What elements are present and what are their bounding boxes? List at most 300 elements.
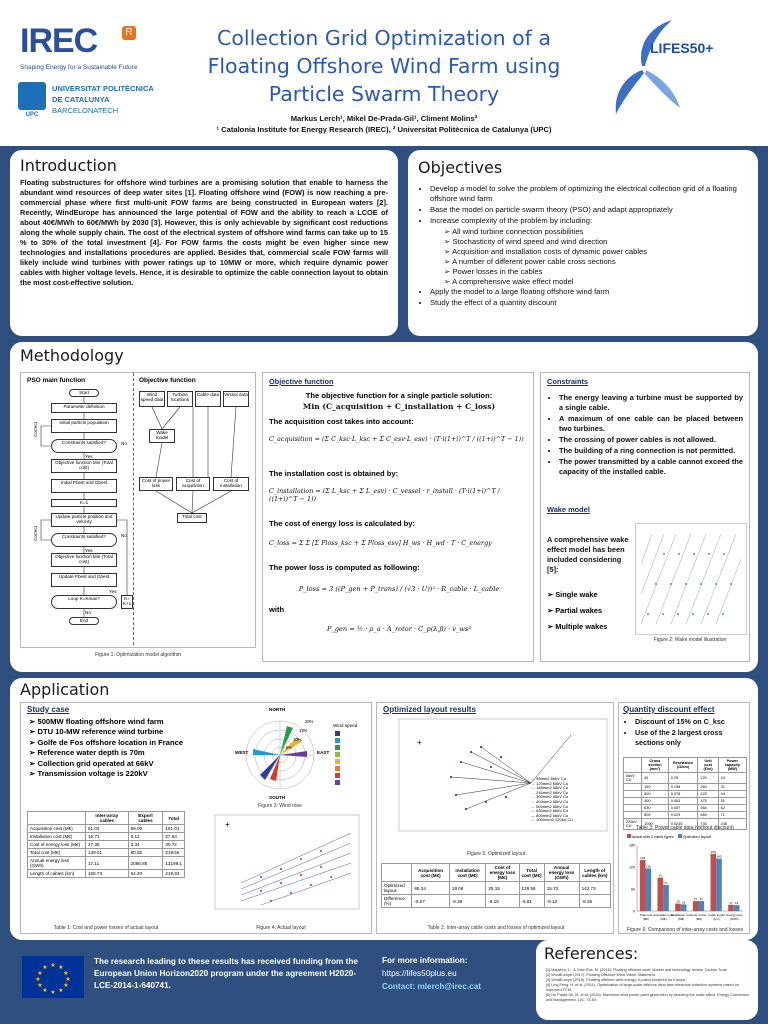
objective-subitem: ➢ A comprehensive wake effect model [444, 277, 574, 286]
objectives-title: Objectives [418, 158, 503, 177]
study-heading: Study case [27, 705, 70, 714]
eq-acquisition: C_acquisition = (Σ C_ksc·L_ksc + Σ C_esv·L_esv) · (T·i(1+i)^T / ((1+i)^T − 1)) [269, 435, 524, 443]
eq-loss: C_loss = Σ Σ [Σ Ploss_ksc + Σ Ploss_esv] H_ws · H_wd · T · C_energy [269, 539, 492, 547]
optimized-layout-plot [381, 717, 611, 847]
references-title: References: [544, 944, 639, 963]
constraints-list [547, 393, 743, 478]
flow-step: Update Pbest and Gbest [51, 573, 117, 587]
table-cell: Cost of energy loss (M€) [28, 841, 86, 849]
table-cell: 150 [642, 784, 669, 791]
objective-subitem: ➢ Stochasticity of wind speed and wind direction [444, 237, 608, 246]
table-cell: Optimized layout [382, 882, 412, 895]
svg-text:★: ★ [42, 965, 48, 971]
table-cell: 13199.1 [163, 857, 185, 870]
objective-function-box [262, 372, 534, 662]
table-header-cell: Cross section (mm²) [642, 758, 669, 773]
obj-step: Cost of acquisition [176, 477, 210, 491]
qd-heading: Quantity discount effect [623, 705, 715, 714]
obj-input: Wind speed data [139, 391, 165, 407]
chart-axis [637, 845, 743, 911]
bar-optimized [645, 868, 651, 911]
table-cell: 139.01 [85, 849, 128, 857]
table-header-cell: Installation cost (M€) [449, 864, 486, 882]
table-cable-data [623, 757, 747, 830]
bar-actual [640, 860, 646, 911]
flow-arrows [21, 373, 257, 649]
table-header-row [382, 864, 611, 882]
bar-actual [657, 878, 663, 911]
table-row [382, 882, 611, 895]
introduction-text: Floating substructures for offshore wind turbines are a promising solution that enable to harness the abundant wind resources of deep water sites [1]. Floating offshore wind (FOW) is now reaching a pre-commercial phase where first multi-unit FOW farms are being constructed in European waters [2]. Recently, WindEurope has announced the large potential of FOW and the ability to reach a LCOE of about 40€/MWh to 60€/MWh by 2030 [3]. However, this is only achievable by significant cost reductions along the whole supply chain. The cost of the electrical system of offshore wind farms can take up to 15 % to 30% of the total investment [4]. For FOW farms the costs might be even higher since new technologies and installations procedures are applied. Besides that, commercial scale FOW farms will likely include wind turbines with power ratings up to 10MW or more, which require dynamic power cables with higher voltage levels. Hence, it is desirable to optimize the cable connection layout to obtain the most cost-effective solution. [20, 178, 388, 287]
flow-step: Initial particle population [51, 419, 117, 433]
table-row [28, 857, 185, 870]
windrose-ring-label: 15% [299, 728, 308, 733]
table-cell: 64.20 [128, 870, 163, 878]
algorithm-figure [20, 372, 256, 648]
quantity-discount-box [618, 702, 750, 934]
flow-step: Update particle position and velocity [51, 513, 117, 527]
x-tick-unit: (M€) [678, 917, 685, 921]
table-cell: 260 [698, 784, 718, 791]
bar-optimized [734, 905, 740, 911]
table-cell: 400 [642, 798, 669, 805]
table-cell: 219.56 [163, 849, 185, 857]
table-cell: 683 [698, 812, 718, 819]
upc-abbr: UPC [25, 112, 39, 118]
affiliations: ¹ Catalonia Institute for Energy Research (IREC), ² Universitat Politècnica de Catalunya (UPC) [216, 125, 552, 134]
table-row [382, 895, 611, 908]
x-tick-unit: (M€) [642, 917, 649, 921]
table-cell: 71 [718, 812, 746, 819]
svg-text:★: ★ [42, 988, 48, 994]
methodology-panel [10, 342, 758, 672]
study-list [29, 717, 183, 779]
obj-step: Wake model [149, 429, 175, 443]
reference-item: [3] WindEurope (2018). Floating offshore wind energy: A policy blueprint for Europe. [546, 978, 687, 982]
svg-text:★: ★ [63, 983, 69, 989]
windrose-legend [335, 731, 347, 789]
table-cell: 129.55 [519, 882, 544, 895]
table-cell: -8.36 [449, 895, 486, 908]
objective-item: • Apply the model to a large floating offshore wind farm [430, 287, 740, 297]
lifes-turbine-icon [612, 18, 682, 118]
table-cell: Annual energy loss (GWh) [28, 857, 86, 870]
table-cell: Installation cost (M€) [28, 833, 86, 841]
study-item: ➢ DTU 10-MW reference wind turbine [29, 727, 164, 737]
legend-entry: — 630mm2 66kV Cu [531, 808, 569, 814]
constraint-item: • A maximum of one cable can be placed between two turbines. [559, 414, 743, 434]
study-item: ➢ Transmission voltage is 220kV [29, 769, 148, 779]
fig1-caption: Figure 1: Optimization model algorithm [95, 652, 181, 658]
legend-entry: — 120mm2 66kV Cu [531, 780, 569, 786]
irec-tagline: Shaping Energy for a Sustainable Future [20, 64, 138, 71]
bar-optimized [698, 901, 704, 911]
bar-value-label: 18 [681, 900, 686, 905]
objective-item: • Increase complexity of the problem by including: [430, 216, 740, 226]
table-cell [624, 791, 642, 798]
windrose-ring-label: 5% [286, 745, 293, 750]
table-cell: 27.83 [163, 833, 185, 841]
table-cell [624, 798, 642, 805]
title-line-3: Particle Swarm Theory [268, 82, 500, 106]
table-row [624, 784, 747, 791]
objective-subitem: ➢ Power losses in the cables [444, 267, 543, 276]
x-tick-label: Cost of loss [690, 913, 707, 917]
with-text: with [269, 605, 285, 614]
table-cell: 2086.85 [128, 857, 163, 870]
table-cell: 800 [642, 812, 669, 819]
qd-item: • Discount of 15% on C_ksc [635, 717, 747, 727]
study-case-box [20, 702, 372, 934]
table-header-cell: Total [163, 812, 185, 825]
fig2-caption: Figure 2: Wake model illustration [653, 637, 727, 643]
comparison-bar-chart [623, 841, 747, 927]
legend-entry: Optimized layout [682, 835, 711, 839]
poster-title [180, 24, 588, 108]
bar-value-label: 156 [710, 849, 716, 854]
table-header-cell [382, 864, 412, 882]
constraint-item: • The crossing of power cables is not allowed. [559, 435, 743, 445]
table-cell: 740 [698, 819, 718, 830]
objectives-panel [408, 150, 758, 336]
introduction-panel [10, 150, 398, 336]
bar-value-label: 16 [734, 901, 739, 906]
table-header-cell: Acquisition cost (M€) [412, 864, 449, 882]
table-cell: 51 [718, 798, 746, 805]
x-tick-unit: (M€) [660, 917, 667, 921]
table-cell: 554 [698, 805, 718, 812]
wake-item: ➢ Partial wakes [547, 606, 603, 615]
x-tick-label: Total cost [639, 913, 653, 917]
legend-entry: — 300mm2 66kV Cu [531, 794, 569, 800]
bar-value-label: 27 [693, 897, 698, 902]
flow-decision: Loop K=Kmax? [51, 595, 117, 609]
table-row [624, 812, 747, 819]
bar-value-label: 116 [645, 864, 651, 869]
wake-heading: Wake model [547, 505, 590, 514]
table-cell: 161.01 [163, 825, 185, 833]
table-row [28, 841, 185, 849]
table-cell: 27.38 [85, 841, 128, 849]
table-cell [624, 805, 642, 812]
table-header-cell [624, 758, 642, 773]
flow-step: Initial Pbest and Gbest [51, 479, 117, 493]
svg-text:★: ★ [50, 963, 56, 969]
actual-layout-plot [201, 813, 361, 921]
table-cell: -8.12 [544, 895, 579, 908]
objective-item: • Base the model on particle swarm theory (PSO) and adapt appropriately [430, 205, 740, 215]
table-cell: 0.0245 [668, 819, 698, 830]
table-header-cell: Unit cost (€/m) [698, 758, 718, 773]
upc-name-1: UNIVERSITAT POLITÈCNICA [52, 84, 154, 93]
windrose-south: SOUTH [269, 795, 286, 800]
y-tick-label: 180 [629, 843, 635, 848]
table-cell: 219.93 [163, 870, 185, 878]
svg-text:★: ★ [58, 965, 64, 971]
table-actual-layout [27, 811, 185, 878]
eq-pgen: P_gen = ½ · ρ_a · A_rotor · C_p(λ,β) · v_ws³ [327, 625, 471, 633]
y-tick-label: 0 [633, 909, 635, 914]
table-cell: 220 [698, 773, 718, 784]
x-tick-label: Acquisition cost [653, 913, 674, 917]
flow-start: Start [69, 389, 99, 397]
flow-label: Yes [85, 548, 93, 553]
inst-text: The installation cost is obtained by: [269, 469, 399, 478]
eu-stars-icon [22, 956, 84, 998]
table-header-row [28, 812, 185, 825]
references-panel [536, 940, 758, 1020]
table-cell: 1000 [642, 819, 669, 830]
table-row [624, 791, 747, 798]
y-tick-label: 120 [629, 865, 635, 870]
bar-value-label: 143 [716, 854, 722, 859]
table-cell: 62 [718, 805, 746, 812]
bar-value-label: 20 [676, 899, 680, 904]
table-cell: 30.72 [163, 841, 185, 849]
table-row [624, 805, 747, 812]
irec-mark-icon: R [122, 26, 136, 40]
power-text: The power loss is computed as following: [269, 563, 420, 572]
qd-list [623, 717, 747, 749]
table-header-cell: Resistance (Ω/km) [668, 758, 698, 773]
table-cell: 630 [642, 805, 669, 812]
authors: Markus Lerch¹, Mikel De-Prada-Gil¹, Climent Molins² [290, 114, 478, 123]
constraint-item: • The energy leaving a turbine must be supported by a single cable. [559, 393, 743, 413]
x-tick-label: Cable length [708, 913, 725, 917]
table-header-cell [28, 812, 86, 825]
table-cell: Length of cables (km) [28, 870, 86, 878]
table-header-cell: Cost of energy loss (M€) [486, 864, 519, 882]
windrose-west: WEST [235, 750, 249, 755]
table-cell: 66kV CU [624, 773, 642, 784]
obj-input: Cable data [195, 391, 221, 407]
table-cell: 249 [718, 819, 746, 830]
flow-label: No [85, 610, 91, 615]
table-cell: -5.07 [412, 895, 449, 908]
upc-seal-icon [18, 82, 46, 110]
table-cell [624, 812, 642, 819]
upc-name-2: DE CATALUNYA [52, 95, 110, 104]
reference-item: [5] De Prada Gil, M. et al. (2015). Maximum wind power plant generation by reducing the wake effect. Energy Conversion and Management, 101, 73-84. [546, 993, 750, 1002]
table-cell: 15.72 [544, 882, 579, 895]
flow-label: Yes [109, 589, 117, 594]
legend-entry: actual with 2 cable types [632, 835, 674, 839]
svg-text:★: ★ [65, 977, 71, 983]
bar-value-label: 17 [729, 900, 733, 905]
svg-text:+: + [225, 820, 230, 829]
title-line-1: Collection Grid Optimization of a [217, 26, 551, 50]
table-cell: Total cost (M€) [28, 849, 86, 857]
table-cell: 0.078 [668, 791, 698, 798]
constraints-heading: Constraints [547, 377, 589, 386]
fig6-caption: Figure 6: Comparison of inter-array costs and losses [626, 927, 744, 933]
x-tick-unit: (GWh) [729, 917, 739, 921]
legend-entry: — 400mm2 66kV Cu [531, 798, 569, 804]
svg-text:★: ★ [50, 990, 56, 996]
loss-text: The cost of energy loss is calculated by: [269, 519, 416, 528]
flow-decision: Constraints satisfied? [51, 533, 117, 547]
table-cell [624, 784, 642, 791]
obj-input: Vessel data [223, 391, 249, 407]
bar-actual [693, 901, 699, 911]
table-cell: 80.55 [128, 849, 163, 857]
objective-item: • Develop a model to solve the problem of optimizing the electrical collection grid of a floating offshore wind farm [430, 184, 740, 204]
flow-label: Yes [85, 454, 93, 459]
table-cell: 19.71 [85, 833, 128, 841]
windrose-legend-title: Wind speed [333, 723, 358, 728]
svg-text:★: ★ [63, 971, 69, 977]
windrose-petal [253, 749, 280, 755]
table-row [28, 825, 185, 833]
opt-heading: Optimized layout results [383, 705, 476, 714]
table-cell: 220kV CU [624, 819, 642, 830]
x-tick-label: Installation cost [670, 913, 692, 917]
table-cell: Difference (%) [382, 895, 412, 908]
obj-input: Turbine locations [167, 391, 193, 407]
funding-text: The research leading to these results has received funding from the European Union Horizon2020 program under the agreement H2020-LCE-2014-1-640741. [94, 957, 358, 990]
table-cell: 31 [718, 784, 746, 791]
reference-item: [4] Ling Feng, H. et al. (2011). Optimization of large-scale offshore wind farm electrical collection systems based on improved FCM. [546, 983, 739, 992]
table-header-cell: Export cables [128, 812, 163, 825]
acq-text: The acquisition cost takes into account: [269, 417, 414, 426]
bar-actual [728, 905, 734, 911]
bar-optimized [681, 904, 687, 911]
title-line-2: Floating Offshore Wind Farm using [207, 54, 561, 78]
table-cell: 300 [642, 791, 669, 798]
bar-actual [675, 904, 681, 911]
table-cell: 86.34 [412, 882, 449, 895]
table-row [28, 833, 185, 841]
table-cell: 423 [698, 791, 718, 798]
objective-item: • Study the effect of a quantity discount [430, 298, 740, 308]
table-header-cell: Annual energy loss (GWh) [544, 864, 579, 882]
table-row [624, 798, 747, 805]
bar-optimized [716, 859, 722, 911]
constraints-box [540, 372, 750, 662]
table-cell: 17.11 [85, 857, 128, 870]
flow-step: Objective function Min (Total cost) [51, 459, 117, 473]
obj-title: Objective function [139, 377, 196, 384]
table-cell: 155.73 [85, 870, 128, 878]
objectives-list [418, 184, 740, 309]
study-item: ➢ Reference water depth is 70m [29, 748, 145, 758]
fig3-caption: Figure 3: Wind rose [258, 803, 302, 809]
table-header-cell: Length of cables (km) [579, 864, 610, 882]
flow-decision: Constraints satisfied? [51, 439, 117, 453]
more-info-label: For more information: [382, 956, 468, 965]
contact-email[interactable]: Contact: mlerch@irec.cat [382, 982, 481, 991]
bar-value-label: 91 [658, 873, 662, 878]
y-tick-label: 60 [631, 887, 635, 892]
wake-item: ➢ Single wake [547, 590, 598, 599]
flow-step: Parameter definition [51, 403, 117, 413]
bar-value-label: 71 [664, 880, 668, 885]
table-header-cell: Total cost (M€) [519, 864, 544, 882]
table-row [28, 849, 185, 857]
table-cell: 91.02 [85, 825, 128, 833]
table-cell: 0.25 [668, 773, 698, 784]
introduction-title: Introduction [20, 156, 117, 175]
table-cell: -6.81 [519, 895, 544, 908]
svg-text:★: ★ [35, 977, 41, 983]
table-cell: 142.73 [579, 882, 610, 895]
table-header-cell: Power capacity (MW) [718, 758, 746, 773]
flow-step: K= K+1 [121, 595, 133, 609]
opt-legend [531, 777, 573, 823]
project-url[interactable]: https://lifes50plus.eu [382, 969, 457, 978]
svg-text:★: ★ [37, 971, 43, 977]
reference-item: [2] WindEurope (2017). Floating Offshore Wind Vision Statement. [546, 973, 656, 977]
objfn-intro: The objective function for a single particle solution: [305, 391, 493, 400]
constraint-item: • The building of a ring connection is not permitted. [559, 446, 743, 456]
bar-optimized [663, 885, 669, 911]
table-cell: -8.35 [579, 895, 610, 908]
flow-label: Correct [33, 525, 38, 541]
windrose-north: NORTH [269, 707, 286, 712]
obj-step: Cost of power loss [139, 477, 173, 491]
irec-logo: IREC [20, 22, 98, 60]
wake-text: A comprehensive wake effect model has been included considering [5]: [547, 535, 629, 574]
windrose-ring-label: 20% [305, 719, 314, 724]
legend-entry: — 185mm2 66kV Cu [531, 785, 569, 791]
wake-model-plot [635, 523, 747, 635]
eq-installation: C_installation = (Σ L_ksc + Σ L_esv) · C_vessel · r_install · (T·i(1+i)^T / ((1+i)^T − 1)) [269, 487, 500, 503]
table2-caption: Table 2: Inter-array cable costs and losses of optimized layout [427, 925, 565, 931]
table-header-row [624, 758, 747, 773]
table-cell: 0.029 [668, 812, 698, 819]
svg-text:★: ★ [58, 988, 64, 994]
methodology-title: Methodology [20, 346, 124, 365]
table-cell: Acquisition cost (M€) [28, 825, 86, 833]
legend-entry: — 95mm2 66kV Cu [531, 776, 566, 781]
legend-entry: — 1000mm2 220kV Cu [531, 817, 573, 823]
optimized-layout-box [376, 702, 614, 934]
flow-label: No [121, 441, 127, 446]
table1-caption: Table 1: Cost and power losses of actual layout [53, 925, 159, 931]
objective-subitem: ➢ A number of different power cable cross sections [444, 257, 616, 266]
table-row [28, 870, 185, 878]
application-panel [10, 678, 758, 940]
table-cell: 44 [718, 791, 746, 798]
table-cell: 24 [718, 773, 746, 784]
pso-title: PSO main function [27, 377, 86, 384]
objective-subitem: ➢ Acquisition and installation costs of dynamic power cables [444, 247, 648, 256]
table-optimized-layout [381, 863, 611, 908]
table-cell: 3.34 [128, 841, 163, 849]
windrose-ring-label: 10% [293, 737, 302, 742]
obj-step: Total cost [177, 513, 207, 523]
table-cell: 0.158 [668, 784, 698, 791]
flow-label: No [121, 533, 127, 538]
constraint-item: • The power transmitted by a cable cannot exceed the capacity of the installed cable. [559, 457, 743, 477]
fig4-caption: Figure 4: Actual layout [256, 925, 306, 931]
fig5-caption: Figure 5: Optimized layout [466, 851, 526, 857]
wake-item: ➢ Multiple wakes [547, 622, 608, 631]
objfn-heading: Objective function [269, 377, 334, 386]
table-cell: 0.063 [668, 798, 698, 805]
study-item: ➢ Collection grid operated at 66kV [29, 758, 154, 768]
references-list [546, 968, 750, 1003]
legend-entry: — 500mm2 66kV Cu [531, 803, 569, 809]
bar-value-label: 27 [699, 897, 703, 902]
qd-item: • Use of the 2 largest cross sections only [635, 728, 747, 748]
eq-ploss: P_loss = 3 ((P_gen + P_trans) / (√3 · U))² · R_cable · L_cable [298, 585, 500, 593]
table3-caption: Table 3: Power cable data (without discount) [635, 825, 735, 831]
poster-header [0, 0, 768, 146]
legend-entry: — 240mm2 66kV Cu [531, 789, 569, 795]
table-header-cell: Inter-array cables [85, 812, 128, 825]
eu-flag [22, 956, 84, 998]
